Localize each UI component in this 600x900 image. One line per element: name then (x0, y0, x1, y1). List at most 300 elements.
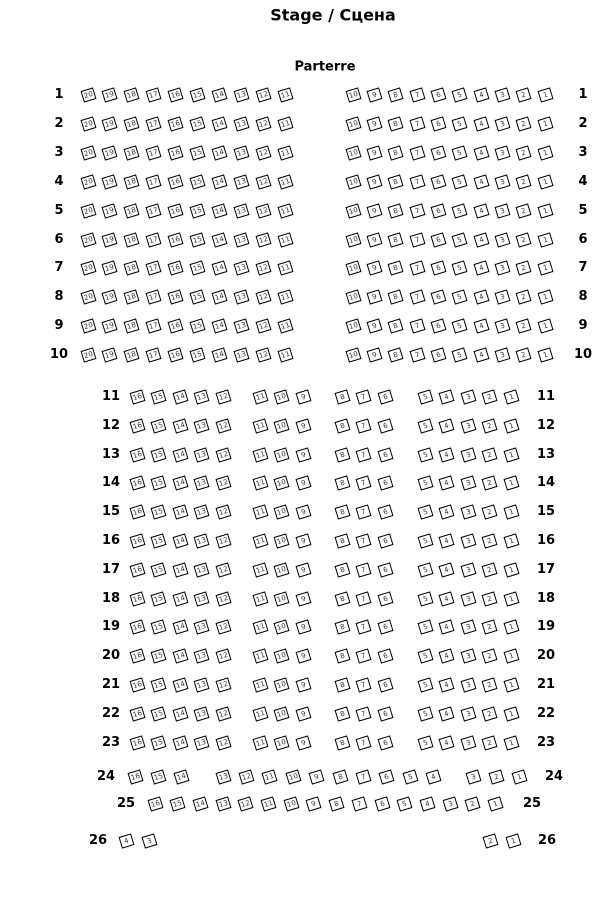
seat-row5-n18[interactable]: 18 (124, 203, 140, 218)
seat-row23-n4[interactable]: 4 (439, 735, 455, 750)
seat-row10-n18[interactable]: 18 (124, 347, 140, 362)
seat-row25-n12[interactable]: 12 (238, 796, 254, 811)
seat-row12-n3[interactable]: 3 (460, 418, 476, 433)
seat-row10-n5[interactable]: 5 (452, 347, 468, 362)
seat-row24-n15[interactable]: 15 (150, 769, 166, 784)
seat-row1-n17[interactable]: 17 (146, 87, 162, 102)
seat-row15-n2[interactable]: 2 (482, 504, 498, 519)
seat-row19-n10[interactable]: 10 (274, 619, 290, 634)
seat-row9-n7[interactable]: 7 (409, 318, 425, 333)
seat-row21-n14[interactable]: 14 (172, 677, 188, 692)
seat-row7-n16[interactable]: 16 (168, 260, 184, 275)
seat-row12-n16[interactable]: 16 (129, 418, 145, 433)
seat-row4-n7[interactable]: 7 (409, 174, 425, 189)
seat-row6-n17[interactable]: 17 (146, 232, 162, 247)
seat-row23-n15[interactable]: 15 (151, 735, 167, 750)
seat-row23-n6[interactable]: 6 (377, 735, 393, 750)
seat-row24-n2[interactable]: 2 (488, 769, 504, 784)
seat-row21-n8[interactable]: 8 (334, 677, 350, 692)
seat-row22-n16[interactable]: 16 (129, 706, 145, 721)
seat-row10-n15[interactable]: 15 (190, 347, 206, 362)
seat-row15-n6[interactable]: 6 (377, 504, 393, 519)
seat-row9-n8[interactable]: 8 (388, 318, 404, 333)
seat-row5-n17[interactable]: 17 (146, 203, 162, 218)
seat-row13-n4[interactable]: 4 (439, 447, 455, 462)
seat-row7-n2[interactable]: 2 (516, 260, 532, 275)
seat-row11-n5[interactable]: 5 (417, 389, 433, 404)
seat-row19-n16[interactable]: 16 (129, 619, 145, 634)
seat-row13-n6[interactable]: 6 (377, 447, 393, 462)
seat-row17-n13[interactable]: 13 (194, 562, 210, 577)
seat-row23-n14[interactable]: 14 (172, 735, 188, 750)
seat-row25-n2[interactable]: 2 (465, 796, 481, 811)
seat-row9-n13[interactable]: 13 (233, 318, 249, 333)
seat-row5-n14[interactable]: 14 (211, 203, 227, 218)
seat-row12-n4[interactable]: 4 (439, 418, 455, 433)
seat-row20-n1[interactable]: 1 (503, 648, 519, 663)
seat-row8-n9[interactable]: 9 (366, 289, 382, 304)
seat-row14-n7[interactable]: 7 (356, 475, 372, 490)
seat-row18-n10[interactable]: 10 (274, 591, 290, 606)
seat-row4-n5[interactable]: 5 (452, 174, 468, 189)
seat-row9-n2[interactable]: 2 (516, 318, 532, 333)
seat-row12-n2[interactable]: 2 (482, 418, 498, 433)
seat-row8-n20[interactable]: 20 (80, 289, 96, 304)
seat-row3-n18[interactable]: 18 (124, 145, 140, 160)
seat-row21-n13[interactable]: 13 (194, 677, 210, 692)
seat-row22-n6[interactable]: 6 (377, 706, 393, 721)
seat-row23-n9[interactable]: 9 (295, 735, 311, 750)
seat-row4-n4[interactable]: 4 (473, 174, 489, 189)
seat-row1-n20[interactable]: 20 (80, 87, 96, 102)
seat-row1-n1[interactable]: 1 (537, 87, 553, 102)
seat-row24-n6[interactable]: 6 (379, 769, 395, 784)
seat-row16-n2[interactable]: 2 (482, 533, 498, 548)
seat-row24-n3[interactable]: 3 (465, 769, 481, 784)
seat-row20-n10[interactable]: 10 (274, 648, 290, 663)
seat-row11-n6[interactable]: 6 (377, 389, 393, 404)
seat-row11-n13[interactable]: 13 (194, 389, 210, 404)
seat-row16-n8[interactable]: 8 (334, 533, 350, 548)
seat-row11-n7[interactable]: 7 (356, 389, 372, 404)
seat-row3-n10[interactable]: 10 (345, 145, 361, 160)
seat-row22-n12[interactable]: 12 (215, 706, 231, 721)
seat-row23-n8[interactable]: 8 (334, 735, 350, 750)
seat-row17-n12[interactable]: 12 (215, 562, 231, 577)
seat-row13-n3[interactable]: 3 (460, 447, 476, 462)
seat-row2-n4[interactable]: 4 (473, 116, 489, 131)
seat-row2-n6[interactable]: 6 (430, 116, 446, 131)
seat-row17-n3[interactable]: 3 (460, 562, 476, 577)
seat-row16-n6[interactable]: 6 (377, 533, 393, 548)
seat-row6-n10[interactable]: 10 (345, 232, 361, 247)
seat-row1-n6[interactable]: 6 (430, 87, 446, 102)
seat-row24-n14[interactable]: 14 (174, 769, 190, 784)
seat-row10-n7[interactable]: 7 (409, 347, 425, 362)
seat-row9-n18[interactable]: 18 (124, 318, 140, 333)
seat-row17-n10[interactable]: 10 (274, 562, 290, 577)
seat-row11-n16[interactable]: 16 (129, 389, 145, 404)
seat-row4-n9[interactable]: 9 (366, 174, 382, 189)
seat-row16-n11[interactable]: 11 (252, 533, 268, 548)
seat-row4-n14[interactable]: 14 (211, 174, 227, 189)
seat-row14-n2[interactable]: 2 (482, 475, 498, 490)
seat-row1-n4[interactable]: 4 (473, 87, 489, 102)
seat-row10-n8[interactable]: 8 (388, 347, 404, 362)
seat-row8-n1[interactable]: 1 (537, 289, 553, 304)
seat-row23-n7[interactable]: 7 (356, 735, 372, 750)
seat-row11-n11[interactable]: 11 (252, 389, 268, 404)
seat-row3-n12[interactable]: 12 (255, 145, 271, 160)
seat-row18-n2[interactable]: 2 (482, 591, 498, 606)
seat-row11-n14[interactable]: 14 (172, 389, 188, 404)
seat-row14-n12[interactable]: 12 (215, 475, 231, 490)
seat-row14-n5[interactable]: 5 (417, 475, 433, 490)
seat-row2-n11[interactable]: 11 (277, 116, 293, 131)
seat-row20-n15[interactable]: 15 (151, 648, 167, 663)
seat-row3-n15[interactable]: 15 (190, 145, 206, 160)
seat-row5-n2[interactable]: 2 (516, 203, 532, 218)
seat-row10-n2[interactable]: 2 (516, 347, 532, 362)
seat-row2-n16[interactable]: 16 (168, 116, 184, 131)
seat-row6-n19[interactable]: 19 (102, 232, 118, 247)
seat-row8-n16[interactable]: 16 (168, 289, 184, 304)
seat-row17-n7[interactable]: 7 (356, 562, 372, 577)
seat-row4-n2[interactable]: 2 (516, 174, 532, 189)
seat-row8-n19[interactable]: 19 (102, 289, 118, 304)
seat-row17-n2[interactable]: 2 (482, 562, 498, 577)
seat-row23-n2[interactable]: 2 (482, 735, 498, 750)
seat-row16-n10[interactable]: 10 (274, 533, 290, 548)
seat-row15-n4[interactable]: 4 (439, 504, 455, 519)
seat-row17-n14[interactable]: 14 (172, 562, 188, 577)
seat-row1-n13[interactable]: 13 (233, 87, 249, 102)
seat-row15-n16[interactable]: 16 (129, 504, 145, 519)
seat-row15-n14[interactable]: 14 (172, 504, 188, 519)
seat-row15-n9[interactable]: 9 (295, 504, 311, 519)
seat-row21-n3[interactable]: 3 (460, 677, 476, 692)
seat-row7-n12[interactable]: 12 (255, 260, 271, 275)
seat-row20-n13[interactable]: 13 (194, 648, 210, 663)
seat-row15-n13[interactable]: 13 (194, 504, 210, 519)
seat-row24-n1[interactable]: 1 (512, 769, 528, 784)
seat-row9-n4[interactable]: 4 (473, 318, 489, 333)
seat-row5-n5[interactable]: 5 (452, 203, 468, 218)
seat-row1-n18[interactable]: 18 (124, 87, 140, 102)
seat-row6-n14[interactable]: 14 (211, 232, 227, 247)
seat-row4-n19[interactable]: 19 (102, 174, 118, 189)
seat-row18-n15[interactable]: 15 (151, 591, 167, 606)
seat-row10-n14[interactable]: 14 (211, 347, 227, 362)
seat-row5-n6[interactable]: 6 (430, 203, 446, 218)
seat-row22-n14[interactable]: 14 (172, 706, 188, 721)
seat-row22-n4[interactable]: 4 (439, 706, 455, 721)
seat-row5-n7[interactable]: 7 (409, 203, 425, 218)
seat-row19-n12[interactable]: 12 (215, 619, 231, 634)
seat-row18-n8[interactable]: 8 (334, 591, 350, 606)
seat-row20-n9[interactable]: 9 (295, 648, 311, 663)
seat-row4-n8[interactable]: 8 (388, 174, 404, 189)
seat-row2-n9[interactable]: 9 (366, 116, 382, 131)
seat-row8-n5[interactable]: 5 (452, 289, 468, 304)
seat-row7-n10[interactable]: 10 (345, 260, 361, 275)
seat-row13-n12[interactable]: 12 (215, 447, 231, 462)
seat-row12-n7[interactable]: 7 (356, 418, 372, 433)
seat-row11-n1[interactable]: 1 (503, 389, 519, 404)
seat-row7-n5[interactable]: 5 (452, 260, 468, 275)
seat-row22-n10[interactable]: 10 (274, 706, 290, 721)
seat-row10-n6[interactable]: 6 (430, 347, 446, 362)
seat-row20-n2[interactable]: 2 (482, 648, 498, 663)
seat-row17-n8[interactable]: 8 (334, 562, 350, 577)
seat-row8-n10[interactable]: 10 (345, 289, 361, 304)
seat-row15-n3[interactable]: 3 (460, 504, 476, 519)
seat-row2-n20[interactable]: 20 (80, 116, 96, 131)
seat-row10-n10[interactable]: 10 (345, 347, 361, 362)
seat-row16-n9[interactable]: 9 (295, 533, 311, 548)
seat-row6-n7[interactable]: 7 (409, 232, 425, 247)
seat-row4-n11[interactable]: 11 (277, 174, 293, 189)
seat-row13-n2[interactable]: 2 (482, 447, 498, 462)
seat-row6-n15[interactable]: 15 (190, 232, 206, 247)
seat-row5-n1[interactable]: 1 (537, 203, 553, 218)
seat-row2-n14[interactable]: 14 (211, 116, 227, 131)
seat-row9-n3[interactable]: 3 (494, 318, 510, 333)
seat-row19-n6[interactable]: 6 (377, 619, 393, 634)
seat-row8-n12[interactable]: 12 (255, 289, 271, 304)
seat-row9-n10[interactable]: 10 (345, 318, 361, 333)
seat-row7-n17[interactable]: 17 (146, 260, 162, 275)
seat-row16-n14[interactable]: 14 (172, 533, 188, 548)
seat-row20-n11[interactable]: 11 (252, 648, 268, 663)
seat-row1-n12[interactable]: 12 (255, 87, 271, 102)
seat-row19-n8[interactable]: 8 (334, 619, 350, 634)
seat-row11-n3[interactable]: 3 (460, 389, 476, 404)
seat-row17-n5[interactable]: 5 (417, 562, 433, 577)
seat-row20-n5[interactable]: 5 (417, 648, 433, 663)
seat-row25-n6[interactable]: 6 (374, 796, 390, 811)
seat-row3-n7[interactable]: 7 (409, 145, 425, 160)
seat-row18-n12[interactable]: 12 (215, 591, 231, 606)
seat-row24-n7[interactable]: 7 (355, 769, 371, 784)
seat-row13-n5[interactable]: 5 (417, 447, 433, 462)
seat-row7-n18[interactable]: 18 (124, 260, 140, 275)
seat-row4-n1[interactable]: 1 (537, 174, 553, 189)
seat-row11-n10[interactable]: 10 (274, 389, 290, 404)
seat-row15-n10[interactable]: 10 (274, 504, 290, 519)
seat-row14-n4[interactable]: 4 (439, 475, 455, 490)
seat-row22-n8[interactable]: 8 (334, 706, 350, 721)
seat-row20-n14[interactable]: 14 (172, 648, 188, 663)
seat-row10-n4[interactable]: 4 (473, 347, 489, 362)
seat-row19-n15[interactable]: 15 (151, 619, 167, 634)
seat-row9-n1[interactable]: 1 (537, 318, 553, 333)
seat-row19-n3[interactable]: 3 (460, 619, 476, 634)
seat-row25-n3[interactable]: 3 (442, 796, 458, 811)
seat-row8-n6[interactable]: 6 (430, 289, 446, 304)
seat-row3-n5[interactable]: 5 (452, 145, 468, 160)
seat-row20-n7[interactable]: 7 (356, 648, 372, 663)
seat-row21-n6[interactable]: 6 (377, 677, 393, 692)
seat-row14-n9[interactable]: 9 (295, 475, 311, 490)
seat-row16-n4[interactable]: 4 (439, 533, 455, 548)
seat-row21-n12[interactable]: 12 (215, 677, 231, 692)
seat-row22-n2[interactable]: 2 (482, 706, 498, 721)
seat-row12-n1[interactable]: 1 (503, 418, 519, 433)
seat-row11-n15[interactable]: 15 (151, 389, 167, 404)
seat-row12-n15[interactable]: 15 (151, 418, 167, 433)
seat-row19-n5[interactable]: 5 (417, 619, 433, 634)
seat-row14-n15[interactable]: 15 (151, 475, 167, 490)
seat-row24-n12[interactable]: 12 (238, 769, 254, 784)
seat-row8-n15[interactable]: 15 (190, 289, 206, 304)
seat-row8-n17[interactable]: 17 (146, 289, 162, 304)
seat-row19-n14[interactable]: 14 (172, 619, 188, 634)
seat-row17-n15[interactable]: 15 (151, 562, 167, 577)
seat-row21-n7[interactable]: 7 (356, 677, 372, 692)
seat-row1-n9[interactable]: 9 (366, 87, 382, 102)
seat-row4-n13[interactable]: 13 (233, 174, 249, 189)
seat-row6-n12[interactable]: 12 (255, 232, 271, 247)
seat-row19-n13[interactable]: 13 (194, 619, 210, 634)
seat-row13-n15[interactable]: 15 (151, 447, 167, 462)
seat-row1-n8[interactable]: 8 (388, 87, 404, 102)
seat-row9-n6[interactable]: 6 (430, 318, 446, 333)
seat-row17-n4[interactable]: 4 (439, 562, 455, 577)
seat-row7-n20[interactable]: 20 (80, 260, 96, 275)
seat-row22-n1[interactable]: 1 (503, 706, 519, 721)
seat-row23-n13[interactable]: 13 (194, 735, 210, 750)
seat-row3-n6[interactable]: 6 (430, 145, 446, 160)
seat-row18-n16[interactable]: 16 (129, 591, 145, 606)
seat-row5-n8[interactable]: 8 (388, 203, 404, 218)
seat-row16-n13[interactable]: 13 (194, 533, 210, 548)
seat-row14-n16[interactable]: 16 (129, 475, 145, 490)
seat-row21-n10[interactable]: 10 (274, 677, 290, 692)
seat-row6-n11[interactable]: 11 (277, 232, 293, 247)
seat-row9-n5[interactable]: 5 (452, 318, 468, 333)
seat-row10-n3[interactable]: 3 (494, 347, 510, 362)
seat-row23-n16[interactable]: 16 (129, 735, 145, 750)
seat-row12-n12[interactable]: 12 (215, 418, 231, 433)
seat-row14-n3[interactable]: 3 (460, 475, 476, 490)
seat-row4-n16[interactable]: 16 (168, 174, 184, 189)
seat-row6-n2[interactable]: 2 (516, 232, 532, 247)
seat-row11-n12[interactable]: 12 (215, 389, 231, 404)
seat-row19-n2[interactable]: 2 (482, 619, 498, 634)
seat-row22-n11[interactable]: 11 (252, 706, 268, 721)
seat-row11-n4[interactable]: 4 (439, 389, 455, 404)
seat-row7-n7[interactable]: 7 (409, 260, 425, 275)
seat-row6-n5[interactable]: 5 (452, 232, 468, 247)
seat-row13-n13[interactable]: 13 (194, 447, 210, 462)
seat-row1-n11[interactable]: 11 (277, 87, 293, 102)
seat-row25-n16[interactable]: 16 (147, 796, 163, 811)
seat-row18-n4[interactable]: 4 (439, 591, 455, 606)
seat-row15-n1[interactable]: 1 (503, 504, 519, 519)
seat-row13-n8[interactable]: 8 (334, 447, 350, 462)
seat-row21-n11[interactable]: 11 (252, 677, 268, 692)
seat-row22-n15[interactable]: 15 (151, 706, 167, 721)
seat-row21-n2[interactable]: 2 (482, 677, 498, 692)
seat-row9-n20[interactable]: 20 (80, 318, 96, 333)
seat-row4-n18[interactable]: 18 (124, 174, 140, 189)
seat-row17-n1[interactable]: 1 (503, 562, 519, 577)
seat-row6-n1[interactable]: 1 (537, 232, 553, 247)
seat-row12-n5[interactable]: 5 (417, 418, 433, 433)
seat-row21-n4[interactable]: 4 (439, 677, 455, 692)
seat-row13-n16[interactable]: 16 (129, 447, 145, 462)
seat-row7-n1[interactable]: 1 (537, 260, 553, 275)
seat-row12-n6[interactable]: 6 (377, 418, 393, 433)
seat-row23-n5[interactable]: 5 (417, 735, 433, 750)
seat-row8-n14[interactable]: 14 (211, 289, 227, 304)
seat-row1-n15[interactable]: 15 (190, 87, 206, 102)
seat-row15-n12[interactable]: 12 (215, 504, 231, 519)
seat-row8-n4[interactable]: 4 (473, 289, 489, 304)
seat-row20-n4[interactable]: 4 (439, 648, 455, 663)
seat-row16-n15[interactable]: 15 (151, 533, 167, 548)
seat-row8-n18[interactable]: 18 (124, 289, 140, 304)
seat-row10-n1[interactable]: 1 (537, 347, 553, 362)
seat-row8-n13[interactable]: 13 (233, 289, 249, 304)
seat-row10-n11[interactable]: 11 (277, 347, 293, 362)
seat-row16-n5[interactable]: 5 (417, 533, 433, 548)
seat-row2-n1[interactable]: 1 (537, 116, 553, 131)
seat-row25-n13[interactable]: 13 (215, 796, 231, 811)
seat-row3-n14[interactable]: 14 (211, 145, 227, 160)
seat-row14-n10[interactable]: 10 (274, 475, 290, 490)
seat-row21-n15[interactable]: 15 (151, 677, 167, 692)
seat-row24-n8[interactable]: 8 (332, 769, 348, 784)
seat-row24-n16[interactable]: 16 (127, 769, 143, 784)
seat-row14-n11[interactable]: 11 (252, 475, 268, 490)
seat-row25-n15[interactable]: 15 (170, 796, 186, 811)
seat-row6-n20[interactable]: 20 (80, 232, 96, 247)
seat-row3-n20[interactable]: 20 (80, 145, 96, 160)
seat-row21-n16[interactable]: 16 (129, 677, 145, 692)
seat-row21-n5[interactable]: 5 (417, 677, 433, 692)
seat-row25-n4[interactable]: 4 (419, 796, 435, 811)
seat-row9-n17[interactable]: 17 (146, 318, 162, 333)
seat-row24-n5[interactable]: 5 (402, 769, 418, 784)
seat-row1-n16[interactable]: 16 (168, 87, 184, 102)
seat-row9-n11[interactable]: 11 (277, 318, 293, 333)
seat-row7-n14[interactable]: 14 (211, 260, 227, 275)
seat-row25-n5[interactable]: 5 (397, 796, 413, 811)
seat-row22-n9[interactable]: 9 (295, 706, 311, 721)
seat-row2-n8[interactable]: 8 (388, 116, 404, 131)
seat-row18-n11[interactable]: 11 (252, 591, 268, 606)
seat-row19-n9[interactable]: 9 (295, 619, 311, 634)
seat-row10-n12[interactable]: 12 (255, 347, 271, 362)
seat-row11-n2[interactable]: 2 (482, 389, 498, 404)
seat-row8-n11[interactable]: 11 (277, 289, 293, 304)
seat-row22-n3[interactable]: 3 (460, 706, 476, 721)
seat-row5-n15[interactable]: 15 (190, 203, 206, 218)
seat-row5-n19[interactable]: 19 (102, 203, 118, 218)
seat-row2-n2[interactable]: 2 (516, 116, 532, 131)
seat-row1-n3[interactable]: 3 (494, 87, 510, 102)
seat-row6-n13[interactable]: 13 (233, 232, 249, 247)
seat-row19-n1[interactable]: 1 (503, 619, 519, 634)
seat-row7-n9[interactable]: 9 (366, 260, 382, 275)
seat-row10-n9[interactable]: 9 (366, 347, 382, 362)
seat-row9-n14[interactable]: 14 (211, 318, 227, 333)
seat-row20-n6[interactable]: 6 (377, 648, 393, 663)
seat-row26-n2[interactable]: 2 (482, 833, 498, 848)
seat-row25-n10[interactable]: 10 (283, 796, 299, 811)
